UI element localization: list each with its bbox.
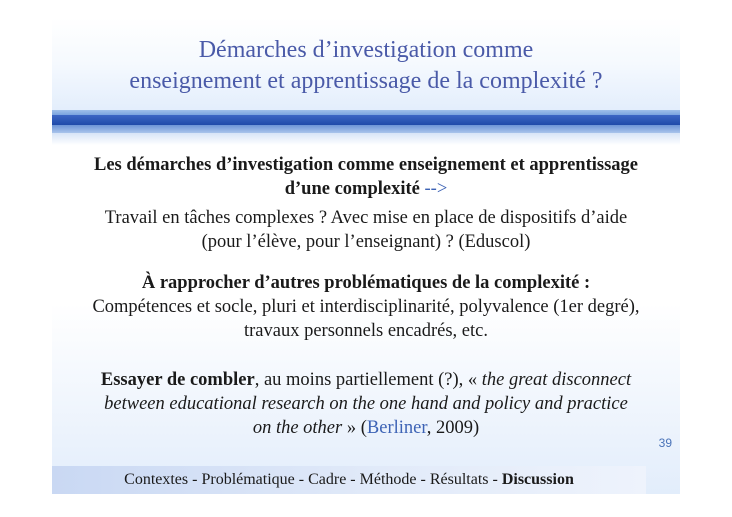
p3-heading: À rapprocher d’autres problématiques de la complexité : <box>141 273 591 293</box>
p2-line-1: Travail en tâches complexes ? Avec mise en place de dispositifs d’aide <box>104 208 628 228</box>
p1-arrow: --> <box>424 179 448 199</box>
slide-title <box>52 18 680 110</box>
paragraph-3 <box>52 271 680 343</box>
title-band-fade <box>52 133 680 145</box>
p4-italic-1: the great disconnect <box>481 370 632 390</box>
title-line-1: Démarches d’investigation comme <box>198 37 534 63</box>
title-band-dark <box>52 115 680 125</box>
p4-bold: Essayer de combler <box>100 370 255 390</box>
page-number: 39 <box>658 436 672 450</box>
p1-line-1: Les démarches d’investigation comme enseignement et apprentissage <box>94 155 638 175</box>
p4-text-3: , 2009) <box>426 418 480 438</box>
p4-italic-2: between educational research on the one hand and policy and practice <box>104 394 628 414</box>
title-band-mid <box>52 125 680 133</box>
p4-text-1: , au moins partiellement (?), « <box>254 370 482 390</box>
paragraph-4 <box>52 368 680 440</box>
footer-nav <box>52 466 646 494</box>
p1-line-2: d’une complexité <box>284 179 425 199</box>
slide <box>52 18 680 494</box>
title-line-2: enseignement et apprentissage de la complexité ? <box>129 68 603 94</box>
p3-line-3: travaux personnels encadrés, etc. <box>244 321 488 341</box>
p4-italic-3: on the other <box>252 418 343 438</box>
p4-text-2: » ( <box>342 418 367 438</box>
paragraph-2 <box>52 206 680 254</box>
p2-line-2: (pour l’élève, pour l’enseignant) ? (Eduscol) <box>201 232 531 252</box>
p3-line-2: Compétences et socle, pluri et interdisciplinarité, polyvalence (1er degré), <box>92 297 640 317</box>
footer-sections: Contextes - Problématique - Cadre - Méthode - Résultats - <box>124 471 502 488</box>
paragraph-1 <box>52 153 680 201</box>
p4-citation: Berliner <box>366 418 427 438</box>
footer-current-section: Discussion <box>501 471 574 488</box>
